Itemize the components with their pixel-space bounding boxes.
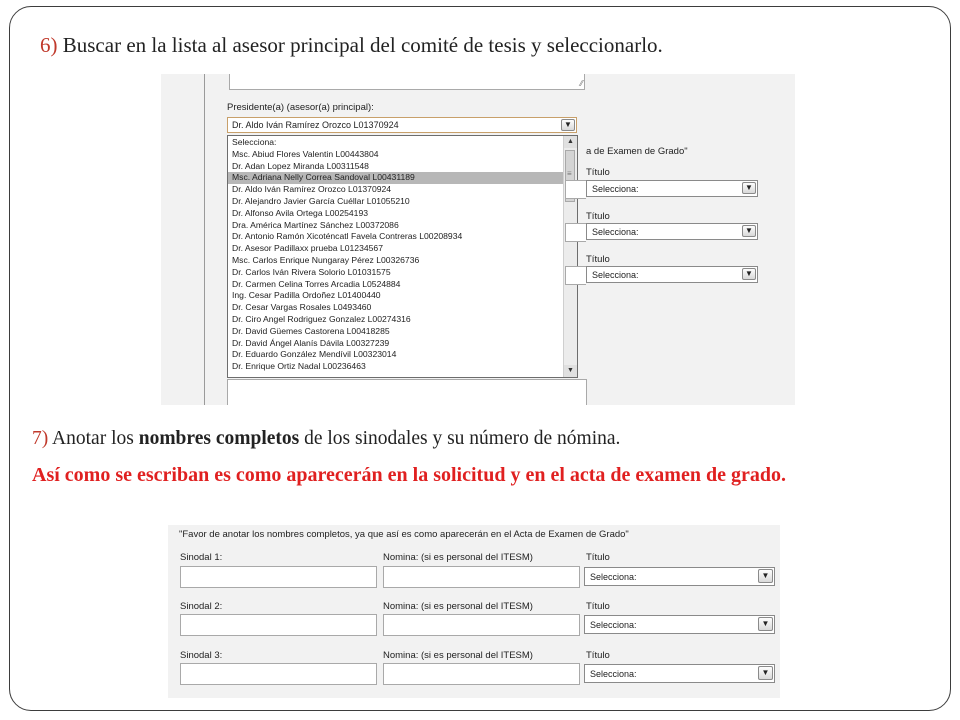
sinodal-2-name-input[interactable]	[180, 614, 377, 636]
dropdown-option[interactable]: Dra. América Martínez Sánchez L00372086	[232, 219, 399, 230]
chevron-down-icon[interactable]: ▼	[758, 617, 773, 631]
titulo-label-2: Título	[586, 211, 610, 222]
chevron-down-icon[interactable]: ▼	[758, 666, 773, 680]
step-6-text: Buscar en la lista al asesor principal del comité de tesis y seleccionarlo.	[57, 33, 663, 57]
step-7-warning: Así como se escriban es como aparecerán en la solicitud y en el acta de examen de grado.	[32, 464, 786, 486]
dropdown-option[interactable]: Dr. David Güemes Castorena L00418285	[232, 325, 390, 336]
dropdown-options	[228, 137, 564, 373]
dropdown-option[interactable]: Msc. Abiud Flores Valentin L00443804	[232, 148, 379, 159]
dropdown-option[interactable]: Dr. Adan Lopez Miranda L00311548	[232, 160, 369, 171]
dropdown-option[interactable]: Selecciona:	[232, 137, 277, 147]
form-note: "Favor de anotar los nombres completos, ya que así es como aparecerán en el Acta de Examen de Grado"	[179, 529, 629, 540]
dropdown-option[interactable]: Dr. Aldo Iván Ramírez Orozco L01370924	[232, 184, 392, 195]
step-7-heading	[32, 428, 620, 450]
sinodal-2-nomina-input[interactable]	[383, 614, 580, 636]
nomina-input-fragment-1[interactable]	[565, 180, 586, 199]
step-7-text-before: Anotar los	[48, 428, 139, 449]
sinodal-3-nomina-input[interactable]	[383, 663, 580, 685]
titulo-select-value: Selecciona:	[590, 669, 637, 679]
step-6-heading	[40, 33, 663, 58]
dropdown-option[interactable]: Dr. Cesar Vargas Rosales L0493460	[232, 302, 372, 313]
titulo-label-1: Título	[586, 167, 610, 178]
sinodal-2-label: Sinodal 2:	[180, 601, 223, 612]
chevron-down-icon[interactable]: ▼	[758, 569, 773, 583]
titulo-select-value: Selecciona:	[592, 270, 639, 280]
titulo-label-3: Título	[586, 254, 610, 265]
titulo-3-label: Título	[586, 650, 610, 661]
dropdown-option[interactable]: Ing. Cesar Padilla Ordoñez L01400440	[232, 290, 381, 301]
dropdown-option[interactable]: Dr. Asesor Padillaxx prueba L01234567	[232, 243, 383, 254]
dropdown-scrollbar[interactable]	[563, 136, 577, 377]
nomina-3-label: Nomina: (si es personal del ITESM)	[383, 650, 533, 661]
grip-icon: ≡	[567, 169, 572, 178]
dropdown-option[interactable]: Dr. Antonio Ramón Xicoténcatl Favela Contreras L00208934	[232, 231, 463, 242]
president-select-value: Dr. Aldo Iván Ramírez Orozco L01370924	[232, 120, 399, 130]
president-dropdown-list[interactable]	[227, 135, 578, 378]
nomina-input-fragment-2[interactable]	[565, 223, 586, 242]
chevron-down-icon[interactable]: ▼	[742, 182, 756, 194]
step-7-text-after: de los sinodales y su número de nómina.	[299, 428, 621, 449]
sinodal-1-label: Sinodal 1:	[180, 552, 223, 563]
dropdown-option[interactable]: Msc. Adriana Nelly Correa Sandoval L00431189	[228, 172, 564, 184]
step-7-bold: nombres completos	[138, 428, 300, 449]
sinodal-3-label: Sinodal 3:	[180, 650, 223, 661]
step-6-number: 6)	[40, 33, 58, 57]
sinodal-2-titulo-select[interactable]	[584, 615, 775, 634]
comments-textarea[interactable]	[229, 74, 585, 90]
dropdown-option[interactable]: Dr. Carmen Celina Torres Arcadia L0524884	[232, 278, 401, 289]
dropdown-option[interactable]: Dr. Carlos Iván Rivera Solorio L01031575	[232, 266, 391, 277]
titulo-select-value: Selecciona:	[592, 227, 639, 237]
sinodal-1-nomina-input[interactable]	[383, 566, 580, 588]
sinodal-1-titulo-select[interactable]	[584, 567, 775, 586]
chevron-down-icon[interactable]: ▼	[742, 225, 756, 237]
scroll-down-icon[interactable]: ▼	[564, 365, 577, 377]
sinodales-form-screenshot	[168, 525, 780, 698]
dropdown-option[interactable]: Dr. Enrique Ortiz Nadal L00236463	[232, 361, 366, 372]
dropdown-option[interactable]: Msc. Carlos Enrique Nungaray Pérez L00326736	[232, 254, 420, 265]
sinodal-3-name-input[interactable]	[180, 663, 377, 685]
titulo-select-1[interactable]	[586, 180, 758, 197]
scroll-up-icon[interactable]: ▲	[564, 136, 577, 148]
nomina-input-fragment-3[interactable]	[565, 266, 586, 285]
president-select[interactable]	[227, 117, 577, 133]
nomina-1-label: Nomina: (si es personal del ITESM)	[383, 552, 533, 563]
titulo-select-value: Selecciona:	[590, 620, 637, 630]
sinodal-3-titulo-select[interactable]	[584, 664, 775, 683]
titulo-select-3[interactable]	[586, 266, 758, 283]
form-note-fragment: a de Examen de Grado"	[586, 146, 688, 157]
dropdown-option[interactable]: Dr. Eduardo González Mendívil L00323014	[232, 349, 397, 360]
sinodal-1-name-input[interactable]	[180, 566, 377, 588]
dropdown-option[interactable]: Dr. Alejandro Javier García Cuéllar L01055210	[232, 195, 410, 206]
nomina-2-label: Nomina: (si es personal del ITESM)	[383, 601, 533, 612]
titulo-2-label: Título	[586, 601, 610, 612]
titulo-select-2[interactable]	[586, 223, 758, 240]
titulo-select-value: Selecciona:	[590, 572, 637, 582]
president-label: Presidente(a) (asesor(a) principal):	[227, 102, 374, 113]
titulo-select-value: Selecciona:	[592, 184, 639, 194]
resize-grip-icon[interactable]: ⁄⁄	[580, 79, 583, 88]
president-select-screenshot	[161, 74, 795, 405]
dropdown-option[interactable]: Dr. David Ángel Alanís Dávila L00327239	[232, 337, 390, 348]
chevron-down-icon[interactable]: ▼	[742, 268, 756, 280]
bottom-textarea[interactable]	[227, 379, 587, 405]
chevron-down-icon[interactable]: ▼	[561, 119, 575, 131]
dropdown-option[interactable]: Dr. Alfonso Avila Ortega L00254193	[232, 207, 369, 218]
titulo-1-label: Título	[586, 552, 610, 563]
dropdown-option[interactable]: Dr. Ciro Angel Rodriguez Gonzalez L00274316	[232, 313, 411, 324]
step-7-number: 7)	[32, 428, 49, 449]
divider-line	[204, 74, 205, 405]
